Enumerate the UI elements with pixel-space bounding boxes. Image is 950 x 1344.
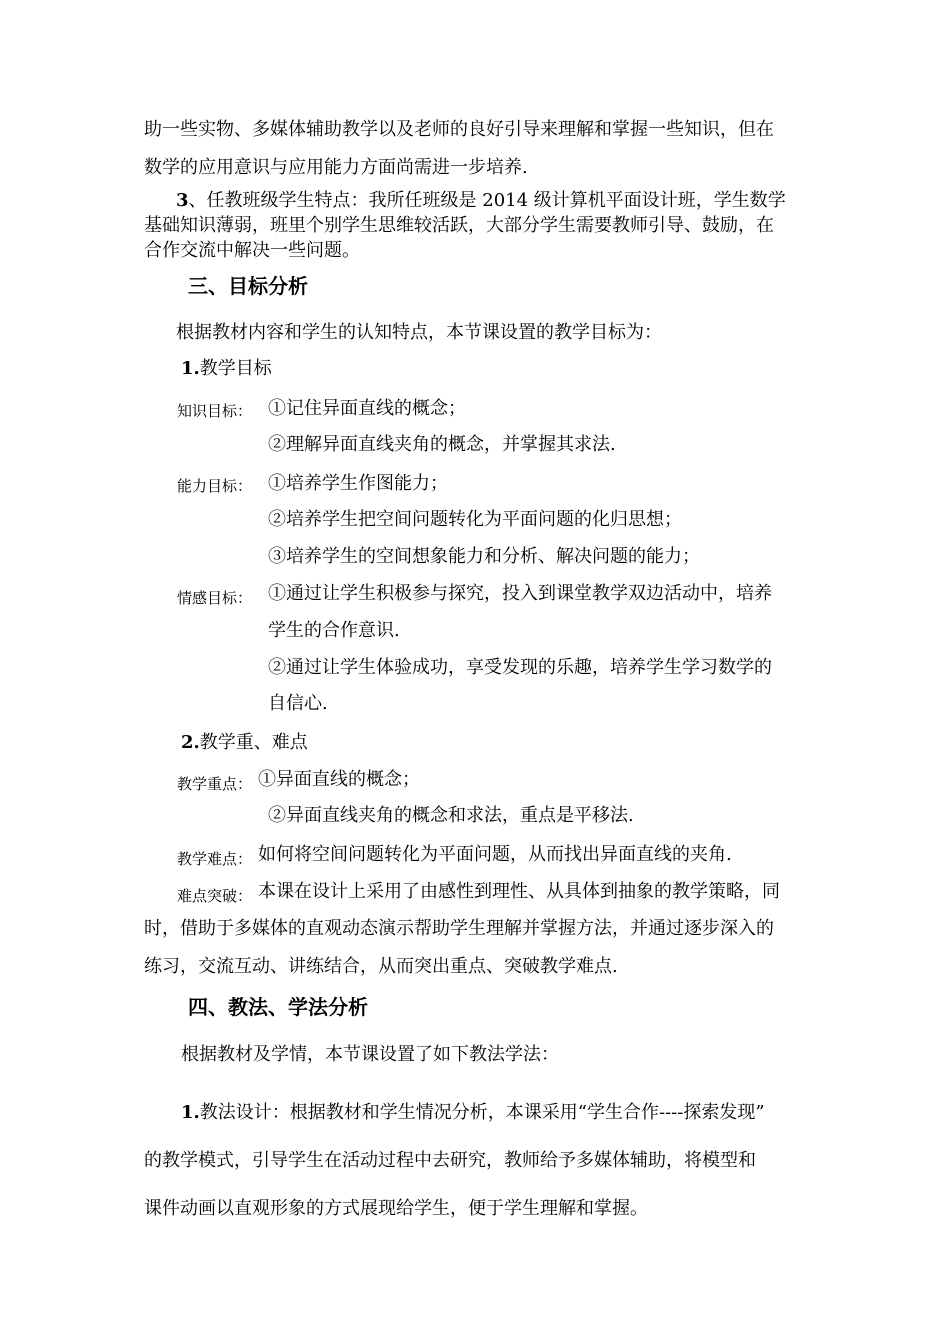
goal-item: 学生的合作意识. — [268, 620, 400, 641]
emotion-label: 情感目标： — [177, 589, 253, 607]
difficulty-label: 教学难点： — [177, 850, 253, 868]
goal-item: ①异面直线的概念； — [258, 769, 420, 790]
breakthrough-label: 难点突破： — [177, 887, 253, 905]
goal-item: ③培养学生的空间想象能力和分析、解决问题的能力； — [268, 546, 700, 567]
paragraph-line: 数学的应用意识与应用能力方面尚需进一步培养. — [144, 157, 528, 178]
section-heading: 三、目标分析 — [188, 274, 308, 298]
method-line: 1.教法设计：根据教材和学生情况分析，本课采用“学生合作----探索发现” — [181, 1102, 765, 1123]
section-intro: 根据教材及学情，本节课设置了如下教法学法： — [181, 1044, 559, 1065]
difficulty-text: 如何将空间问题转化为平面问题，从而找出异面直线的夹角. — [258, 844, 732, 865]
section-intro: 根据教材内容和学生的认知特点，本节课设置的教学目标为： — [176, 322, 662, 343]
goal-item: ②通过让学生体验成功，享受发现的乐趣，培养学生学习数学的 — [268, 657, 772, 678]
item-3-line — [176, 189, 786, 213]
method-line: 的教学模式，引导学生在活动过程中去研究，教师给予多媒体辅助，将模型和 — [144, 1150, 756, 1171]
section-heading: 四、教法、学法分析 — [188, 995, 368, 1019]
key-label: 教学重点： — [177, 775, 253, 793]
goal-item: 自信心. — [268, 693, 328, 714]
paragraph-line: 助一些实物、多媒体辅助教学以及老师的良好引导来理解和掌握一些知识，但在 — [144, 119, 774, 140]
goal-item: ①培养学生作图能力； — [268, 473, 448, 494]
goal-item: ①记住异面直线的概念； — [268, 398, 466, 419]
breakthrough-line: 练习，交流互动、讲练结合，从而突出重点、突破教学难点. — [144, 956, 618, 977]
subheading: 2.教学重、难点 — [181, 732, 308, 753]
method-line: 课件动画以直观形象的方式展现给学生，便于学生理解和掌握。 — [144, 1198, 648, 1219]
goal-item: ②培养学生把空间问题转化为平面问题的化归思想； — [268, 509, 682, 530]
item-3-line: 合作交流中解决一些问题。 — [144, 240, 360, 261]
breakthrough-line: 时，借助于多媒体的直观动态演示帮助学生理解并掌握方法，并通过逐步深入的 — [144, 918, 774, 939]
goal-item: ②理解异面直线夹角的概念，并掌握其求法. — [268, 434, 616, 455]
goal-item: ①通过让学生积极参与探究，投入到课堂教学双边活动中，培养 — [268, 583, 772, 604]
item-3-number: 3 — [176, 190, 189, 211]
item-3-text: 、任教班级学生特点：我所任班级是 2014 级计算机平面设计班，学生数学 — [188, 190, 786, 211]
subheading: 1.教学目标 — [181, 358, 272, 379]
item-3-line: 基础知识薄弱，班里个别学生思维较活跃，大部分学生需要教师引导、鼓励，在 — [144, 215, 774, 236]
goal-item: ②异面直线夹角的概念和求法，重点是平移法. — [268, 805, 634, 826]
breakthrough-line: 本课在设计上采用了由感性到理性、从具体到抽象的教学策略，同 — [258, 881, 780, 902]
knowledge-label: 知识目标： — [177, 402, 253, 420]
ability-label: 能力目标： — [177, 477, 253, 495]
